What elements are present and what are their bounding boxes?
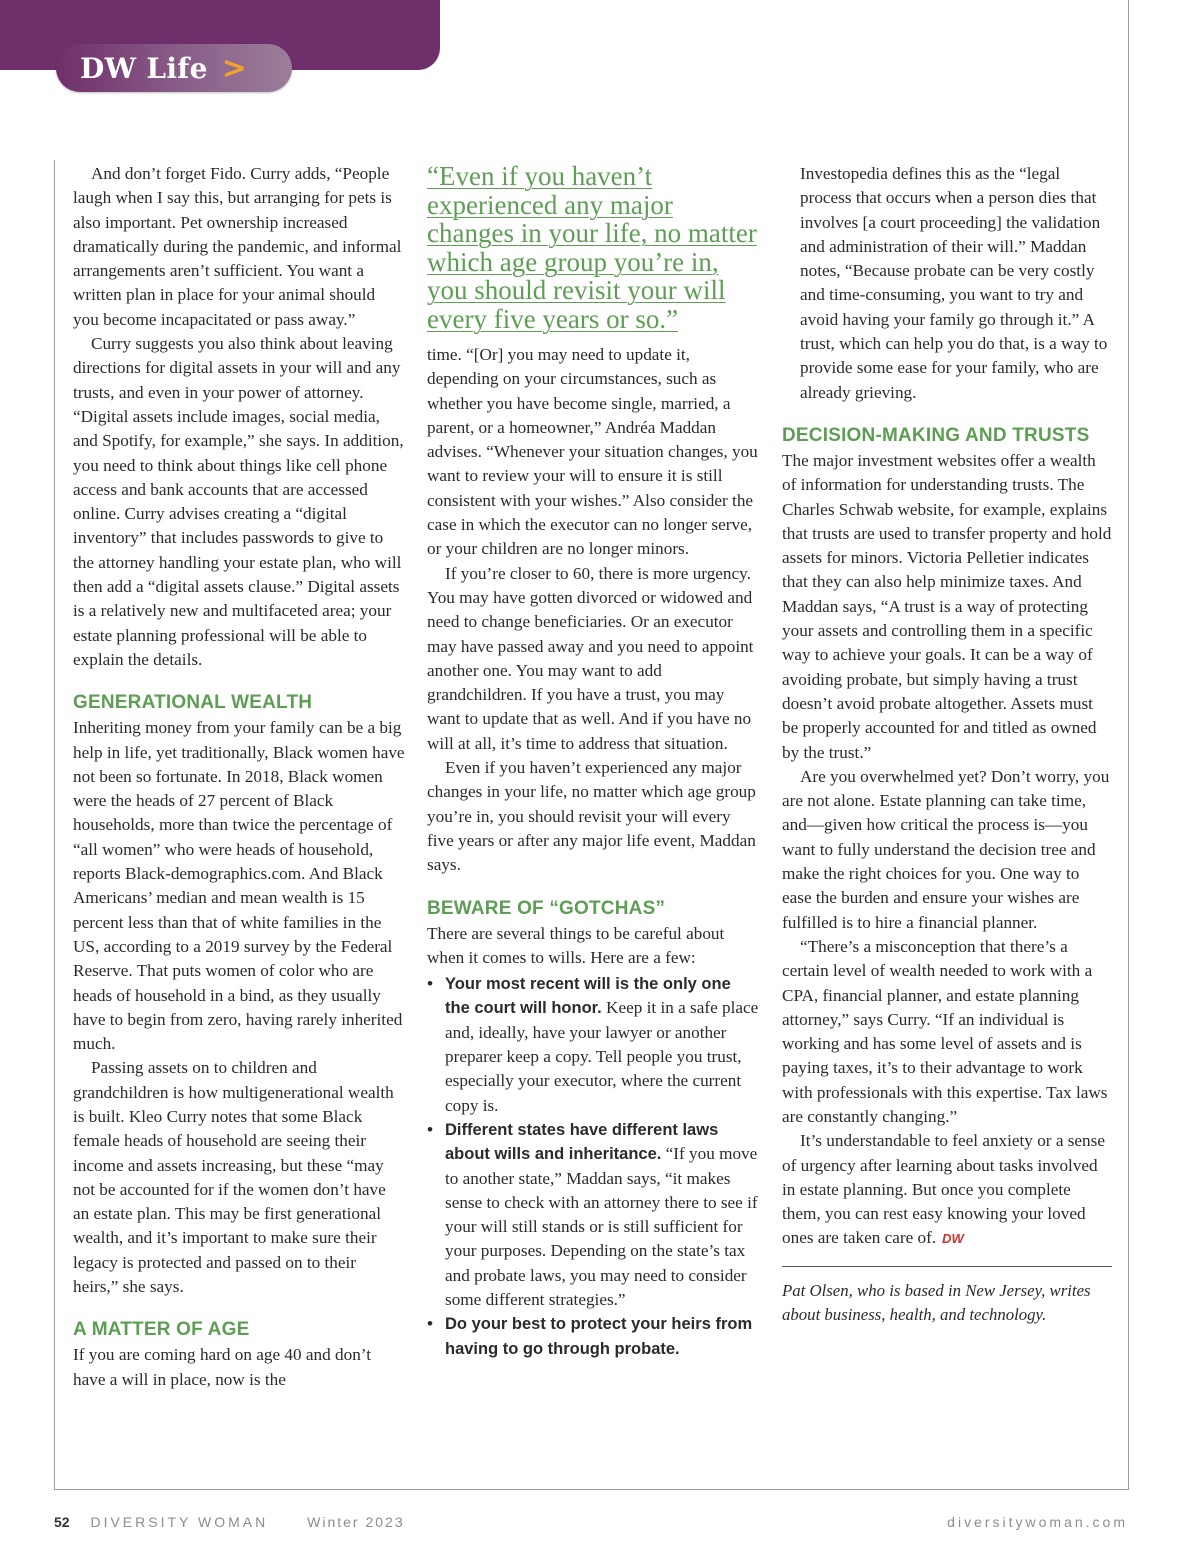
paragraph: There are several things to be careful about when it comes to wills. Here are a few: <box>427 923 725 967</box>
frame-rule-right <box>1128 0 1129 1490</box>
tips-list <box>427 972 759 1361</box>
paragraph-final <box>782 1129 1112 1251</box>
subhead-generational-wealth: GENERATIONAL WEALTH <box>73 692 313 714</box>
pull-quote: “Even if you haven’t experienced any major changes in your life, no matter which age group you’re in, you should revisit your will every five years or so.” <box>427 161 757 334</box>
subhead-beware-of-gotchas: BEWARE OF “GOTCHAS” <box>427 897 666 919</box>
section-tab[interactable] <box>56 44 292 92</box>
chevron-right-icon: > <box>221 50 247 86</box>
list-item-lead: Different states have different laws about wills and inheritance. <box>445 1120 719 1164</box>
list-item <box>427 1118 759 1312</box>
list-item-lead: Your most recent will is the only one the court will honor. <box>445 975 731 1018</box>
author-bio: Pat Olsen, who is based in New Jersey, writes about business, health, and technology. <box>782 1280 1091 1325</box>
list-item-text: “If you move to another state,” Maddan says, “it makes sense to check with an attorney there to see if your will still stands or is still sufficient for your purposes. Depending on the state’s tax and probate laws, you may need to consider some different strategies.” <box>445 1144 758 1309</box>
list-item-text: Keep it in a safe place and, ideally, have your lawyer or another preparer keep a copy. Tell people you trust, especially your executor, where the current copy is. <box>445 998 759 1115</box>
website-link[interactable]: diversitywoman.com <box>947 1514 1128 1530</box>
article-column-1 <box>73 162 405 1392</box>
list-item-lead: Do your best to protect your heirs from having to go through probate. <box>445 1315 753 1358</box>
paragraph: If you’re closer to 60, there is more urgency. You may have gotten divorced or widowed and need to change beneficiaries. Or an executor may have passed away and you need to appoint another one. You may want to add grandchildren. If you have a trust, you may want to update that as well. And if you have no will at all, it’s time to address that situation. <box>427 563 754 753</box>
paragraph: If you are coming hard on age 40 and don’t have a will in place, now is the <box>73 1345 371 1389</box>
article-column-2 <box>427 162 759 1361</box>
subhead-decision-making-and-trusts: DECISION-MAKING AND TRUSTS <box>782 424 1090 446</box>
magazine-name: DIVERSITY WOMAN <box>90 1514 269 1530</box>
paragraph: Investopedia defines this as the “legal process that occurs when a person dies that involves [a court proceeding] the validation and administration of their will.” Maddan notes, “Because probate can be very costly and time-consuming, you want to try and avoid having your family go through it.” A trust, which can help you do that, is a way to provide some ease for your family, who are already grieving. <box>800 164 1108 402</box>
frame-rule-bottom <box>54 1489 1129 1490</box>
paragraph: time. “[Or] you may need to update it, depending on your circumstances, such as whether you have become single, married, a parent, or a homeowner,” Andréa Maddan advises. “Whenever your situation changes, you want to review your will to ensure it is still consistent with your wishes.” Also consider the case in which the executor can no longer serve, or your children are no longer minors. <box>427 345 758 559</box>
paragraph: And don’t forget Fido. Curry adds, “People laugh when I say this, but arranging for pets is also important. Pet ownership increased dramatically during the pandemic, and informal arrangements aren’t sufficient. You want a written plan in place for your animal should you become incapacitated or pass away.” <box>73 164 402 329</box>
subhead-a-matter-of-age: A MATTER OF AGE <box>73 1319 250 1341</box>
paragraph: The major investment websites offer a wealth of information for understanding trusts. The Charles Schwab website, for example, explains that trusts are used to transfer property and hold assets for minors. Victoria Pelletier indicates that they can also help minimize taxes. And Maddan says, “A trust is a way of protecting your assets and controlling them in a specific way to achieve your goals. It can be a way of avoiding probate, but simply having a trust doesn’t avoid probate altogether. Assets must be properly accounted for and titled as owned by the trust.” <box>782 450 1112 762</box>
end-mark: DW <box>942 1231 964 1247</box>
section-label: DW Life <box>80 51 208 85</box>
paragraph-text: It’s understandable to feel anxiety or a sense of urgency after learning about tasks involved in estate planning. But once you complete them, you can rest easy knowing your loved ones are taken care of. <box>782 1131 1105 1248</box>
paragraph: Are you overwhelmed yet? Don’t worry, you are not alone. Estate planning can take time, and—given how critical the process is—you want to fully understand the decision tree and make the right choices for you. One way to ease the burden and ensure your wishes are fulfilled is to hire a financial planner. <box>782 766 1110 932</box>
bio-divider <box>782 1266 1112 1267</box>
article-column-3 <box>782 162 1112 1327</box>
list-item <box>427 1312 759 1361</box>
paragraph: Passing assets on to children and grandchildren is how multigenerational wealth is built. Kleo Curry notes that some Black female heads of household are seeing their income and assets increasing, but these “may not be accounted for if the women don’t have an estate plan. This may be first generational wealth, and it’s important to make sure their legacy is protected and passed on to their heirs,” she says. <box>73 1058 394 1297</box>
paragraph: Inheriting money from your family can be a big help in life, yet traditionally, Black women have not been so fortunate. In 2018, Black women were the heads of 27 percent of Black households, more than twice the percentage of “all women” who were heads of household, reports Black-demographics.com. And Black Americans’ median and mean wealth is 15 percent less than that of white families in the US, according to a 2019 survey by the Federal Reserve. That puts women of color who are heads of household in a bind, as they usually have to begin from zero, having rarely inherited much. <box>73 718 405 1054</box>
paragraph: “There’s a misconception that there’s a certain level of wealth needed to work with a CPA, financial planner, and estate planning attorney,” says Curry. “If an individual is working and has some level of assets and is paying taxes, it’s to their advantage to work with professionals with this expertise. Tax laws are constantly changing.” <box>782 936 1108 1126</box>
list-item <box>427 972 759 1118</box>
page-number: 52 <box>54 1514 70 1530</box>
frame-rule-left <box>54 160 55 1490</box>
paragraph: Even if you haven’t experienced any major changes in your life, no matter which age group you’re in, you should revisit your will every five years or after any major life event, Maddan says. <box>427 758 756 875</box>
paragraph: Curry suggests you also think about leaving directions for digital assets in your will and any trusts, and even in your power of attorney. “Digital assets include images, social media, and Spotify, for example,” she says. In addition, you need to think about things like cell phone access and bank accounts that are accessed online. Curry advises creating a “digital inventory” that includes passwords to give to the attorney handling your estate plan, who will then add a “digital assets clause.” Digital assets is a relatively new and multifaceted area; your estate planning professional will be able to explain the details. <box>73 334 404 669</box>
footer-left <box>54 1514 405 1530</box>
issue-date: Winter 2023 <box>307 1514 405 1530</box>
